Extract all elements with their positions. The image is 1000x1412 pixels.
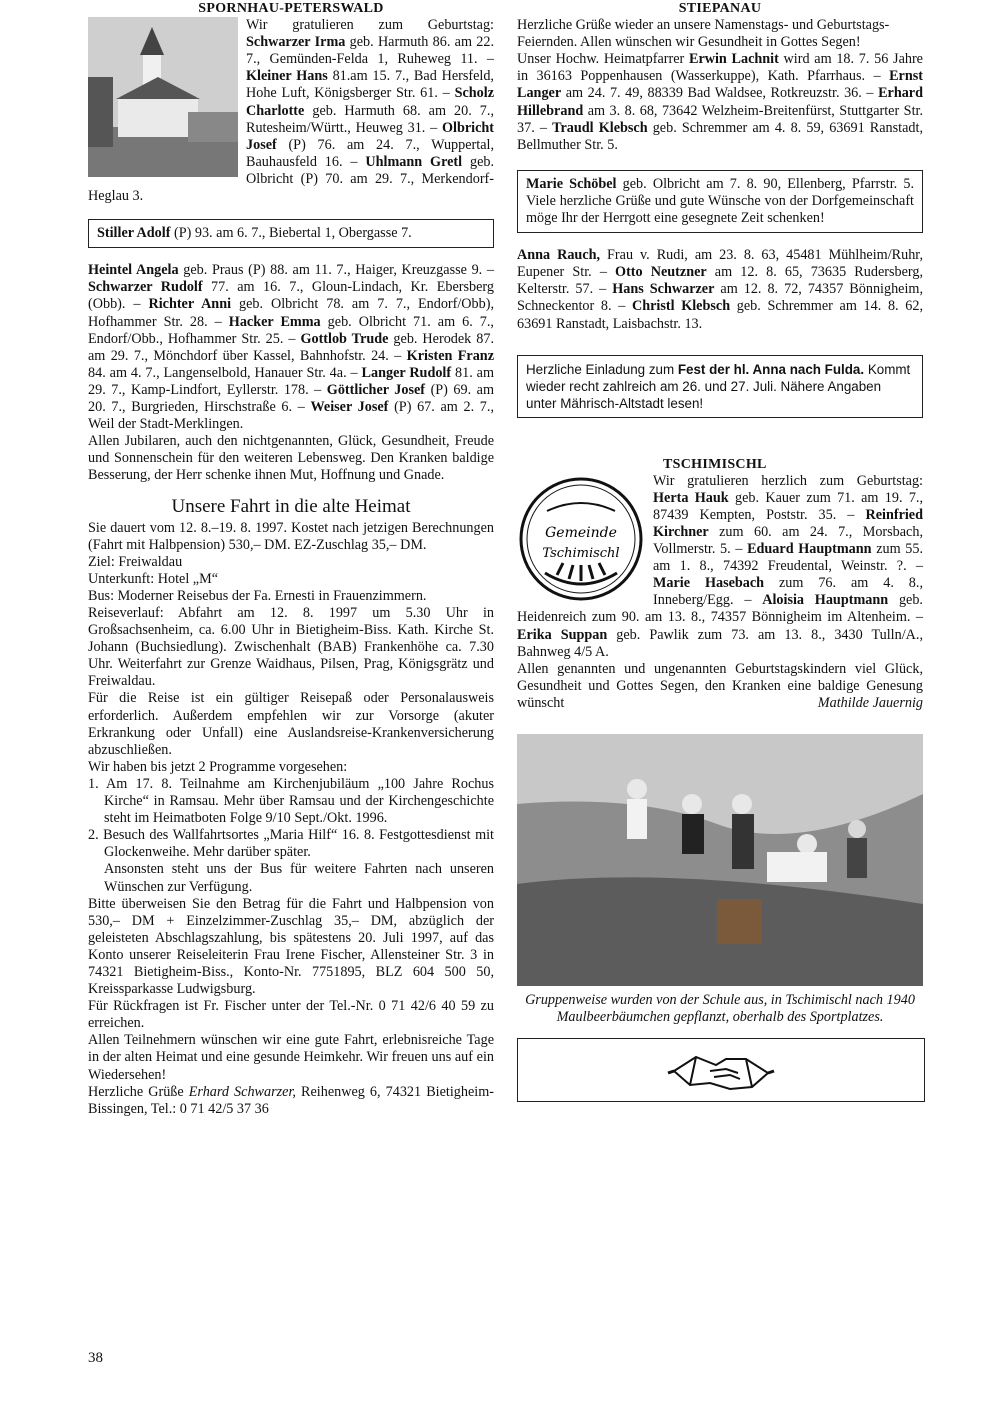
text-segment: 84. am 4. 7., Langenselbold, Hanauer Str. 4a. – xyxy=(88,364,362,381)
handshake-banner xyxy=(517,1038,925,1102)
text-segment: geb. Schremmer am 4. 8. 59, 63691 Ranstadt, Bellmuther Str. 5. xyxy=(517,119,923,153)
fahrt-body xyxy=(88,520,494,1118)
text-segment: Unser Hochw. Heimatpfarrer xyxy=(517,51,689,68)
einladung-text xyxy=(526,361,914,412)
seal-text-line1: Gemeinde xyxy=(545,524,617,541)
closing-line: Bitte überweisen Sie den Betrag für die Fahrt und Halbpension von 530,– DM + Einzelzimmer-Zuschlag 35,– DM, abzüglich der geleisteten Abschlagszahlung, bis spätestens 20. Juli 1997, auf das Konto unserer Reiseleiterin Frau Irene Fischer, Allensteiner Str. 3 in 74321 Bietigheim-Biss., Konto-Nr. 7751895, BLZ 604 500 50, Kreissparkasse Ludwigsburg. xyxy=(88,895,494,998)
children-photo xyxy=(517,734,923,986)
text-segment: 81.am 15. 7., Bad Hersfeld, Hohe Luft, Königsberger Str. 61. – xyxy=(246,68,494,102)
person-name: Traudl Klebsch xyxy=(552,119,648,136)
person-name: Kristen Franz xyxy=(406,347,494,364)
text-segment: Frau v. Rudi, am 23. 8. 63, 45481 Mühlheim/Ruhr, Eupener Str. – xyxy=(517,247,923,281)
text-segment: (P) 67. am 2. 7., Weil der Stadt-Merklingen. xyxy=(88,398,494,433)
person-name: Kleiner Hans xyxy=(246,68,328,85)
text-segment: Kommt wieder recht zahlreich am 26. und 27. Juli. Nähere Angaben unter Mährisch-Altstadt lesen! xyxy=(526,361,911,411)
person-name: Schwarzer Rudolf xyxy=(88,279,203,296)
text-segment: geb. Harmuth 86. am 22. 7., Gemünden-Felda 1, Ruheweg 11. – xyxy=(246,34,494,68)
fahrt-line: Reiseverlauf: Abfahrt am 12. 8. 1997 um 5.30 Uhr in Großsachsenheim, ca. 6.00 Uhr in Bietigheim-Biss. Kath. Kirche St. Johann (Buchsiedlung). Zwischenhalt (BAB) Frankenhöhe ca. 7.30 Uhr. Weiterfahrt zur Grenze Waidhaus, Pilsen, Prag, Königsgrätz und Freiwaldau. xyxy=(88,605,494,690)
schoebel-box xyxy=(517,170,923,233)
person-name: Erika Suppan xyxy=(517,626,608,643)
text-segment: geb. Heidenreich zum 90. am 13. 8., 74357 Bönnigheim im Altenheim. – xyxy=(517,592,923,626)
closing-line: Für Rückfragen ist Fr. Fischer unter der Tel.-Nr. 0 71 42/6 40 59 zu erreichen. xyxy=(88,998,494,1032)
text-segment: geb. Olbricht 78. am 7. 7., Endorf/Obb), Hofhammer Str. 28. – xyxy=(88,296,495,330)
stiepanau-intro: Herzliche Grüße wieder an unsere Namenstags- und Geburtstags-Feiernden. Allen wünschen wir Gesundheit in Gottes Segen! xyxy=(517,17,890,51)
person-name: Herta Hauk xyxy=(653,489,729,506)
fahrt-line: Wir haben bis jetzt 2 Programme vorgesehen: xyxy=(88,758,348,775)
fahrt-line: Ziel: Freiwaldau xyxy=(88,553,183,570)
person-name: Heintel Angela xyxy=(88,262,179,279)
greeting-line xyxy=(88,1084,494,1118)
signature: Mathilde Jauernig xyxy=(817,694,923,711)
person-name: Olbricht Josef xyxy=(246,119,494,153)
children-planting-icon xyxy=(517,734,923,986)
right-column xyxy=(517,0,923,1102)
greeting-prefix: Herzliche Grüße xyxy=(88,1083,189,1100)
text-segment: geb. Harmuth 68. am 20. 7., Rutesheim/Württ., Heuweg 31. – xyxy=(246,102,494,136)
text-segment: (P) 93. am 6. 7., Biebertal 1, Obergasse 7. xyxy=(170,225,412,242)
person-name: Langer Rudolf xyxy=(361,364,452,381)
fahrt-line: Unterkunft: Hotel „M“ xyxy=(88,570,219,587)
text-segment: am 24. 7. 49, 88339 Bad Waldsee, Rotkreuzstr. 36. – xyxy=(561,85,879,102)
gemeinde-seal xyxy=(517,475,645,603)
person-name: Uhlmann Gretl xyxy=(365,153,463,170)
person-name: Marie Hasebach xyxy=(653,575,765,592)
text-segment: geb. Olbricht am 7. 8. 90, Ellenberg, Pfarrstr. 5. Viele herzliche Grüße und gute Wünsche von der Dorfgemeinschaft möge Ihr der Herrgott eine gesegnete Zeit schenken! xyxy=(526,175,914,227)
fahrt-line: Bus: Moderner Reisebus der Fa. Ernesti in Frauenzimmern. xyxy=(88,587,427,604)
person-name: Anna Rauch, xyxy=(517,247,601,264)
text-segment: geb. Herodek 87. am 29. 7., Mönchdorf über Kassel, Bahnhofstr. 24. – xyxy=(88,330,494,364)
person-name: Eduard Hauptmann xyxy=(747,541,872,558)
page-number: 38 xyxy=(88,1350,103,1366)
heintel-birthdays xyxy=(88,262,494,433)
program-item: 1. Am 17. 8. Teilnahme am Kirchenjubiläum „100 Jahre Rochus Kirche“ in Ramsau. Mehr über Ramsau und der Kirchengeschichte steht im Heimatboten Folge 9/10 Sept./Okt. 1996. xyxy=(88,775,494,827)
section-heading-tschimischl: TSCHIMISCHL xyxy=(663,456,767,472)
church-photo xyxy=(88,17,238,177)
text-segment: zum 76. am 4. 8., Inneberg/Egg. – xyxy=(653,575,923,609)
text-segment: 77. am 16. 7., Gloun-Lindach, Kr. Ebersberg (Obb). – xyxy=(88,279,494,313)
greeting-suffix: Reihenweg 6, 74321 Bietigheim-Bissingen, Tel.: 0 71 42/5 37 36 xyxy=(88,1083,494,1117)
text-segment: wird am 18. 7. 56 Jahre in 36163 Poppenhausen (Wasserkuppe), Kath. Pfarrhaus. – xyxy=(517,51,923,85)
photo-caption: Gruppenweise wurden von der Schule aus, in Tschimischl nach 1940 Maulbeerbäumchen gepflanzt, oberhalb des Sportplatzes. xyxy=(525,992,915,1026)
closing-text: Allen genannten und ungenannten Geburtstagskindern viel Glück, Gesundheit und Gottes Segen, den Kranken eine baldige Genesung wünscht xyxy=(517,660,923,711)
stiller-box xyxy=(88,219,494,248)
fahrt-heading: Unsere Fahrt in die alte Heimat xyxy=(171,496,411,518)
person-name: Fest der hl. Anna nach Fulda. xyxy=(677,361,865,377)
stiller-text xyxy=(97,225,485,242)
closing-line: Allen Teilnehmern wünschen wir eine gute Fahrt, erlebnisreiche Tage in der alten Heimat und eine gesunde Heimkehr. Wir freuen uns auf ein Wiedersehen! xyxy=(88,1032,494,1083)
handshake-icon xyxy=(666,1043,776,1097)
text-segment: geb. Olbricht (P) 70. am 29. 7., Merkendorf-Heglau 3. xyxy=(88,153,495,205)
person-name: Hacker Emma xyxy=(228,313,321,330)
text-segment: geb. Olbricht 71. am 6. 7., Endorf/Obb., Hofhammer Str. 25. – xyxy=(88,313,494,347)
text-segment: geb. Kauer zum 71. am 19. 7., 87439 Kempten, Poststr. 35. – xyxy=(653,489,924,523)
text-segment: (P) 69. am 20. 7., Burgrieden, Hirschstraße 6. – xyxy=(88,381,495,415)
person-name: Erwin Lachnit xyxy=(688,51,779,68)
stiepanau-birthdays xyxy=(517,51,923,154)
person-name: Göttlicher Josef xyxy=(326,381,426,398)
person-name: Christl Klebsch xyxy=(631,298,731,315)
fahrt-line: Für die Reise ist ein gültiger Reisepaß oder Personalausweis erforderlich. Außerdem empfehlen wir zur Vorsorge (akuter Erkrankung oder Unfall) eine Auslandsreise-Krankenversicherung abzuschließen. xyxy=(88,690,494,758)
tschimischl-closing xyxy=(517,661,923,712)
person-name: Hans Schwarzer xyxy=(612,281,715,298)
person-name: Schwarzer Irma xyxy=(246,34,346,51)
text-segment: geb. Schremmer am 14. 8. 62, 63691 Ranstadt, Laisbachstr. 13. xyxy=(517,298,923,332)
text-segment: am 12. 8. 72, 74357 Bönnigheim, Schneckentor 8. – xyxy=(517,281,923,315)
jubilare-wish: Allen Jubilaren, auch den nichtgenannten, Glück, Gesundheit, Freude und Sonnenschein für den weiteren Lebensweg. Den Kranken baldige Besserung, der Herr schenke ihnen Mut, Hoffnung und Gnade. xyxy=(88,433,494,484)
person-name: Reinfried Kirchner xyxy=(653,506,923,540)
schoebel-text xyxy=(526,176,914,227)
person-name: Ernst Langer xyxy=(517,68,923,102)
einladung-box xyxy=(517,355,923,418)
text-segment: Herzliche Einladung zum xyxy=(526,361,678,377)
person-name: Scholz Charlotte xyxy=(246,85,494,119)
person-name: Weiser Josef xyxy=(310,398,389,415)
text-segment: am 12. 8. 65, 73635 Rudersberg, Kelterstr. 57. – xyxy=(517,264,923,298)
program-item: 2. Besuch des Wallfahrtsortes „Maria Hilf“ 16. 8. Festgottesdienst mit Glockenweihe. Mehr darüber später. xyxy=(88,827,494,861)
person-name: Erhard Hillebrand xyxy=(517,85,923,119)
greeting-name: Erhard Schwarzer, xyxy=(188,1083,296,1100)
text-segment: 81. am 29. 7., Kamp-Lindfort, Eyllerstr. 178. – xyxy=(88,364,494,398)
text-segment: Wir gratulieren zum Geburtstag: xyxy=(246,17,494,34)
text-segment: geb. Praus (P) 88. am 11. 7., Haiger, Kreuzgasse 9. – xyxy=(178,262,494,279)
program-note: Ansonsten steht uns der Bus für weitere Fahrten nach unseren Wünschen zur Verfügung. xyxy=(104,861,494,895)
left-column xyxy=(88,0,494,1118)
fahrt-line: Sie dauert vom 12. 8.–19. 8. 1997. Kostet nach jetzigen Berechnungen (Fahrt mit Halbpension) 530,– DM. EZ-Zuschlag 35,– DM. xyxy=(88,519,494,553)
person-name: Stiller Adolf xyxy=(97,225,171,242)
person-name: Aloisia Hauptmann xyxy=(762,592,889,609)
person-name: Richter Anni xyxy=(148,296,232,313)
person-name: Otto Neutzner xyxy=(615,264,707,281)
section-heading-spornhau: SPORNHAU-PETERSWALD xyxy=(198,1,384,16)
rauch-birthdays xyxy=(517,247,923,332)
person-name: Marie Schöbel xyxy=(526,175,617,192)
text-segment: geb. Pawlik zum 73. am 13. 8., 3430 Tulln/A., Bahnweg 4/5 A. xyxy=(517,626,923,660)
section-heading-stiepanau: STIEPANAU xyxy=(678,1,762,16)
text-segment: zum 55. am 1. 8., 74392 Freudental, Weinstr. ?. – xyxy=(653,541,923,575)
church-icon xyxy=(88,17,238,177)
text-segment: am 3. 8. 68, 73642 Welzheim-Breitenfürst, Stuttgarter Str. 37. – xyxy=(517,102,923,136)
seal-text-line2: Tschimischl xyxy=(542,545,620,561)
person-name: Gottlob Trude xyxy=(300,330,389,347)
text-segment: Wir gratulieren herzlich zum Geburtstag: xyxy=(653,472,923,489)
seal-icon xyxy=(517,475,645,603)
text-segment: (P) 76. am 24. 7., Wuppertal, Bauhausfeld 16. – xyxy=(246,136,494,170)
text-segment: zum 60. am 24. 7., Morsbach, Vollmerstr. 5. – xyxy=(653,523,923,558)
